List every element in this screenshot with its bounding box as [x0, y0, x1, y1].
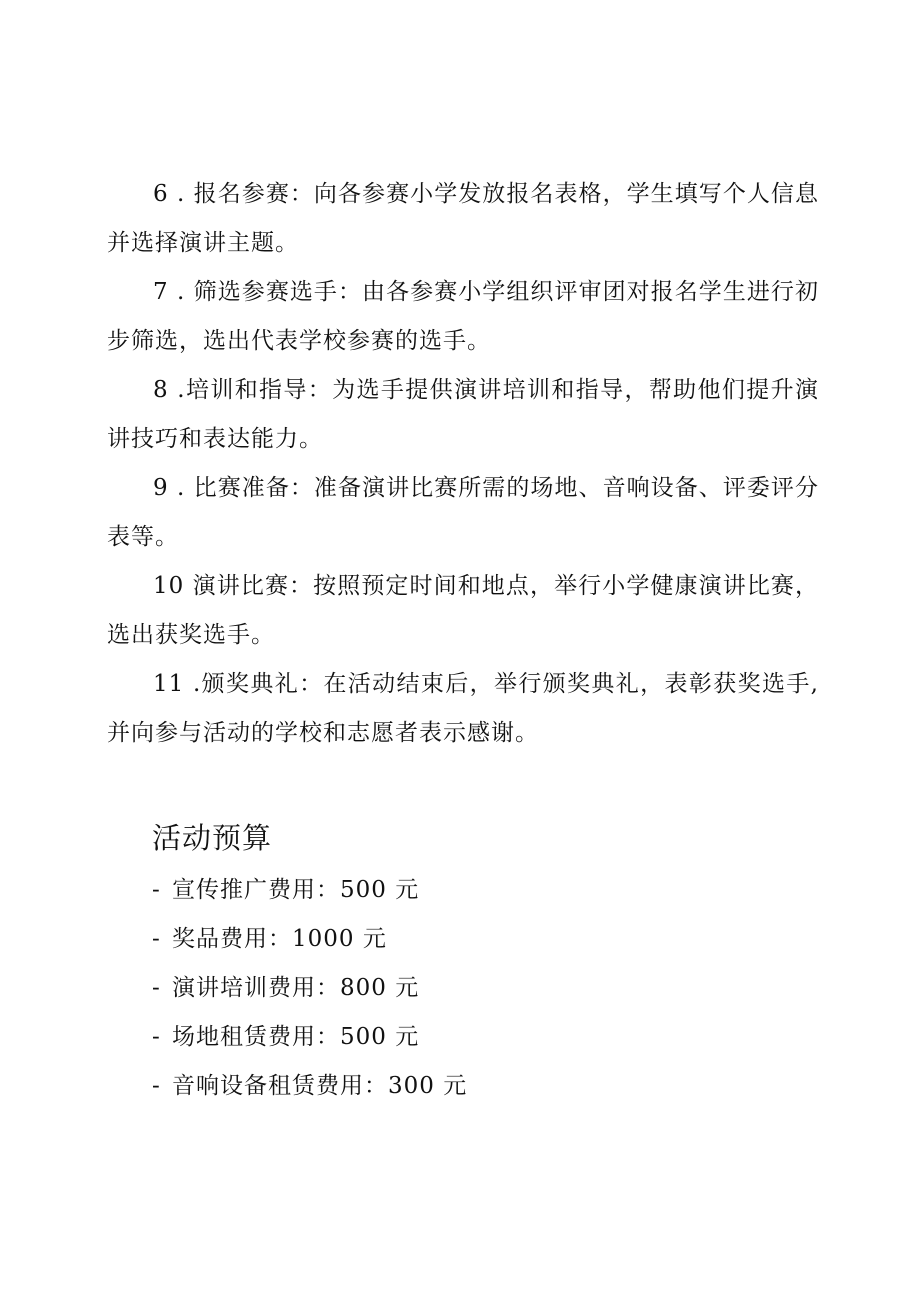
dash-bullet: - [152, 975, 161, 1001]
budget-heading: 活动预算 [152, 821, 273, 855]
dash-bullet: - [152, 926, 161, 952]
budget-item-text: 宣传推广费用：500 元 [172, 877, 420, 903]
budget-item-text: 演讲培训费用：800 元 [172, 975, 420, 1001]
step-8: 8 .培训和指导：为选手提供演讲培训和指导，帮助他们提升演讲技巧和表达能力。 [107, 377, 819, 452]
step-11: 11 .颁奖典礼：在活动结束后，举行颁奖典礼，表彰获奖选手, 并向参与活动的学校和志愿者表示感谢。 [107, 671, 819, 746]
dash-bullet: - [152, 877, 161, 903]
budget-item-audio [152, 1062, 467, 1111]
step-6: 6 . 报名参赛：向各参赛小学发放报名表格，学生填写个人信息并选择演讲主题。 [107, 181, 819, 256]
budget-item-prizes [152, 915, 467, 964]
dash-bullet: - [152, 1024, 161, 1050]
budget-item-training [152, 964, 467, 1013]
step-9: 9 . 比赛准备：准备演讲比赛所需的场地、音响设备、评委评分表等。 [107, 475, 819, 550]
dash-bullet: - [152, 1073, 161, 1099]
budget-item-text: 场地租赁费用：500 元 [172, 1024, 420, 1050]
budget-item-text: 奖品费用：1000 元 [172, 926, 387, 952]
budget-list [152, 866, 467, 1111]
budget-item-promotion [152, 866, 467, 915]
budget-item-venue [152, 1013, 467, 1062]
step-10: 10 演讲比赛：按照预定时间和地点，举行小学健康演讲比赛，选出获奖选手。 [107, 573, 819, 648]
step-7: 7 . 筛选参赛选手：由各参赛小学组织评审团对报名学生进行初步筛选，选出代表学校参赛的选手。 [107, 279, 819, 354]
budget-item-text: 音响设备租赁费用：300 元 [172, 1073, 468, 1099]
activity-steps [107, 170, 819, 758]
